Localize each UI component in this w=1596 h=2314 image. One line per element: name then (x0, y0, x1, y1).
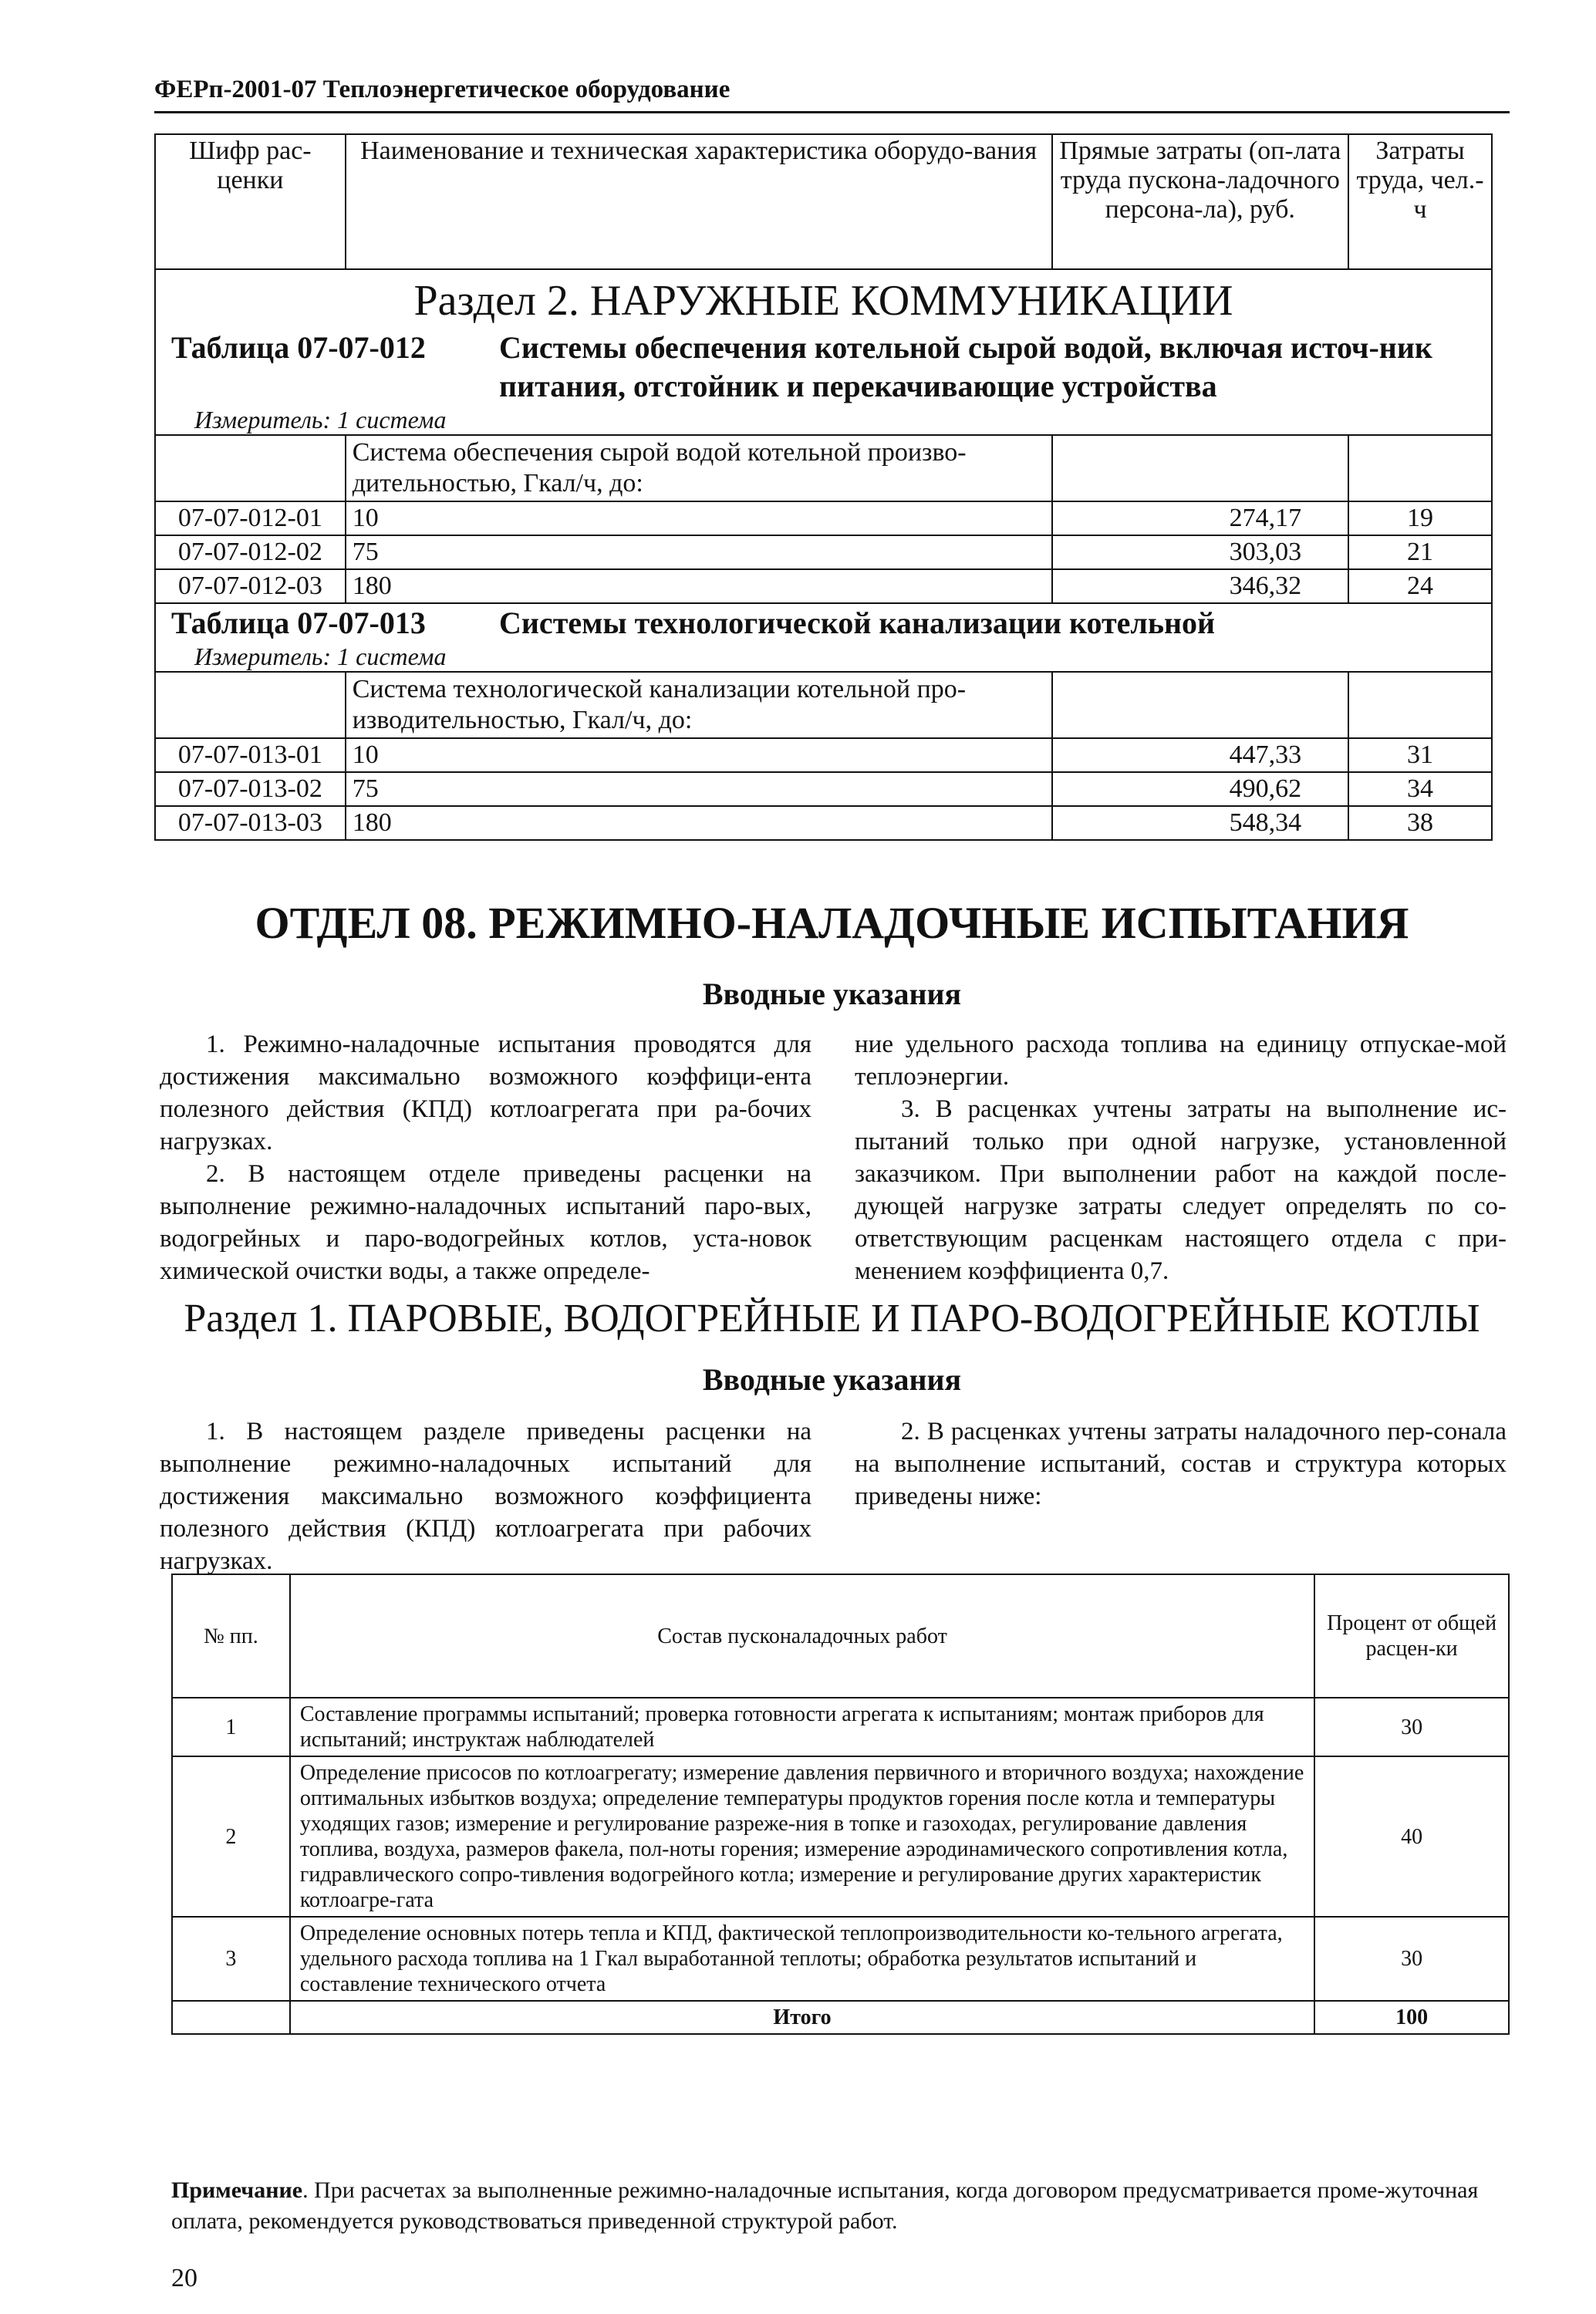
works-row-pct: 40 (1314, 1756, 1509, 1917)
table-row (155, 738, 1492, 772)
table013-desc: Система технологической канализации котельной про-изводительностью, Гкал/ч, до: (346, 672, 1052, 738)
col-name-header: Наименование и техническая характеристика оборудо-вания (346, 134, 1052, 269)
table-row (155, 772, 1492, 806)
intro-title: Вводные указания (702, 977, 962, 1011)
intro2-right-column (855, 1415, 1507, 1513)
table-row (172, 1917, 1509, 2001)
empty-cell (1348, 672, 1492, 738)
table-row (155, 535, 1492, 569)
dept08-title: ОТДЕЛ 08. РЕЖИМНО-НАЛАДОЧНЫЕ ИСПЫТАНИЯ (255, 898, 1409, 948)
note (171, 2175, 1510, 2237)
intro-paragraph-2-cont: ние удельного расхода топлива на единицу отпускае-мой теплоэнергии. (855, 1031, 1507, 1091)
table-row (172, 1698, 1509, 1756)
running-header: ФЕРп-2001-07 Теплоэнергетическое оборудование (154, 76, 731, 103)
empty-cell (1348, 435, 1492, 501)
works-table (171, 1574, 1510, 2035)
works-head-no: № пп. (172, 1574, 290, 1698)
row-cost: 346,32 (1052, 569, 1349, 603)
intro2-title: Вводные указания (702, 1362, 962, 1397)
row-cost: 274,17 (1052, 501, 1349, 535)
section-block (155, 269, 1492, 435)
rates-table (154, 133, 1493, 841)
row-code: 07-07-012-03 (155, 569, 346, 603)
intro-paragraph-2: 2. В настоящем отделе приведены расценки на выполнение режимно-наладочных испытаний паро-вых, водогрейных и паро-водогрейных котлов, уста-новок химической очистки воды, а также определе- (160, 1160, 811, 1285)
table012-title: Системы обеспечения котельной сырой водой, включая источ-ник питания, отстойник и перекачивающие устройства (499, 330, 1432, 403)
row-labor: 31 (1348, 738, 1492, 772)
intro-left-column (160, 1028, 811, 1287)
page-number: 20 (171, 2264, 197, 2292)
note-text: . При расчетах за выполненные режимно-наладочные испытания, когда договором предусматривается проме-жуточная оплата, рекомендуется руководствоваться приведенной структурой работ. (171, 2177, 1479, 2234)
works-row-text: Составление программы испытаний; проверка готовности агрегата к испытаниям; монтаж приборов для испытаний; инструктаж наблюдателей (290, 1698, 1314, 1756)
section1-title: Раздел 1. ПАРОВЫЕ, ВОДОГРЕЙНЫЕ И ПАРО-ВОДОГРЕЙНЫЕ КОТЛЫ (184, 1297, 1480, 1341)
table-row (172, 1756, 1509, 1917)
row-code: 07-07-013-02 (155, 772, 346, 806)
header-rule (154, 111, 1510, 113)
works-total-row (172, 2001, 1509, 2034)
row-cap: 10 (346, 738, 1052, 772)
col-labor-header: Затраты труда, чел.-ч (1348, 134, 1492, 269)
row-cap: 180 (346, 806, 1052, 840)
empty-cell (155, 672, 346, 738)
row-labor: 34 (1348, 772, 1492, 806)
row-labor: 38 (1348, 806, 1492, 840)
row-cap: 75 (346, 535, 1052, 569)
works-row-no: 2 (172, 1756, 290, 1917)
row-cap: 10 (346, 501, 1052, 535)
works-row-text: Определение присосов по котлоагрегату; измерение давления первичного и вторичного воздуха; нахождение оптимальных избытков воздуха; определение температуры продуктов горения после котла и температуры уходящих газов; измерение и регулирование разреже-ния в топке и газоходах, регулирование давления топлива, воздуха, размеров факела, пол-ноты горения; измерение аэродинамического сопротивления котла, гидравлического сопро-тивления водогрейного котла; измерение и регулирование других характеристик котлоагре-гата (290, 1756, 1314, 1917)
works-total-label: Итого (290, 2001, 1314, 2034)
table013-measure: Измеритель: 1 система (194, 643, 447, 670)
table013-block (155, 603, 1492, 672)
empty-cell (1052, 435, 1349, 501)
table012-label: Таблица 07-07-012 (171, 330, 426, 365)
row-cost: 303,03 (1052, 535, 1349, 569)
row-cost: 548,34 (1052, 806, 1349, 840)
row-cap: 75 (346, 772, 1052, 806)
intro-right-column (855, 1028, 1507, 1287)
works-row-text: Определение основных потерь тепла и КПД, фактической теплопроизводительности ко-тельного агрегата, удельного расхода топлива на 1 Гкал выработанной теплоты; обработка результатов испытаний и составление технического отчета (290, 1917, 1314, 2001)
row-labor: 24 (1348, 569, 1492, 603)
row-cost: 490,62 (1052, 772, 1349, 806)
works-head-work: Состав пусконаладочных работ (290, 1574, 1314, 1698)
row-labor: 19 (1348, 501, 1492, 535)
row-code: 07-07-012-01 (155, 501, 346, 535)
row-cap: 180 (346, 569, 1052, 603)
works-row-no: 1 (172, 1698, 290, 1756)
table012-desc: Система обеспечения сырой водой котельной произво-дительностью, Гкал/ч, до: (346, 435, 1052, 501)
table012-measure: Измеритель: 1 система (194, 406, 447, 433)
row-code: 07-07-013-03 (155, 806, 346, 840)
col-cost-header: Прямые затраты (оп-лата труда пускона-ладочного персона-ла), руб. (1052, 134, 1349, 269)
table013-heading (156, 604, 1491, 643)
table-row (155, 501, 1492, 535)
intro2-paragraph-2: 2. В расценках учтены затраты наладочного пер-сонала на выполнение испытаний, состав и структура которых приведены ниже: (855, 1418, 1507, 1510)
table-row (155, 806, 1492, 840)
intro2-paragraph-1: 1. В настоящем разделе приведены расценки на выполнение режимно-наладочных испытаний для достижения максимально возможного коэффициента полезного действия (КПД) котлоагрегата при рабочих нагрузках. (160, 1418, 811, 1575)
intro-paragraph-3: 3. В расценках учтены затраты на выполнение ис-пытаний только при одной нагрузке, установленной заказчиком. При выполнении работ на каждой после-дующей нагрузке затраты следует определять по со-ответствующим расценкам настоящего отдела с при-менением коэффициента 0,7. (855, 1095, 1507, 1285)
table-row (155, 569, 1492, 603)
col-code-header: Шифр рас-ценки (155, 134, 346, 269)
row-code: 07-07-013-01 (155, 738, 346, 772)
empty-cell (1052, 672, 1349, 738)
works-row-no: 3 (172, 1917, 290, 2001)
works-head-pct: Процент от общей расцен-ки (1314, 1574, 1509, 1698)
empty-cell (155, 435, 346, 501)
row-labor: 21 (1348, 535, 1492, 569)
empty-cell (172, 2001, 290, 2034)
section2-title: Раздел 2. НАРУЖНЫЕ КОММУНИКАЦИИ (413, 277, 1233, 325)
row-cost: 447,33 (1052, 738, 1349, 772)
intro2-left-column (160, 1415, 811, 1577)
note-label: Примечание (171, 2177, 303, 2203)
works-row-pct: 30 (1314, 1698, 1509, 1756)
works-total-value: 100 (1314, 2001, 1509, 2034)
works-row-pct: 30 (1314, 1917, 1509, 2001)
table013-label: Таблица 07-07-013 (171, 605, 426, 640)
row-code: 07-07-012-02 (155, 535, 346, 569)
table012-heading (156, 329, 1491, 406)
table013-title: Системы технологической канализации котельной (499, 605, 1216, 640)
intro-paragraph-1: 1. Режимно-наладочные испытания проводятся для достижения максимально возможного коэффици-ента полезного действия (КПД) котлоагрегата при ра-бочих нагрузках. (160, 1031, 811, 1155)
